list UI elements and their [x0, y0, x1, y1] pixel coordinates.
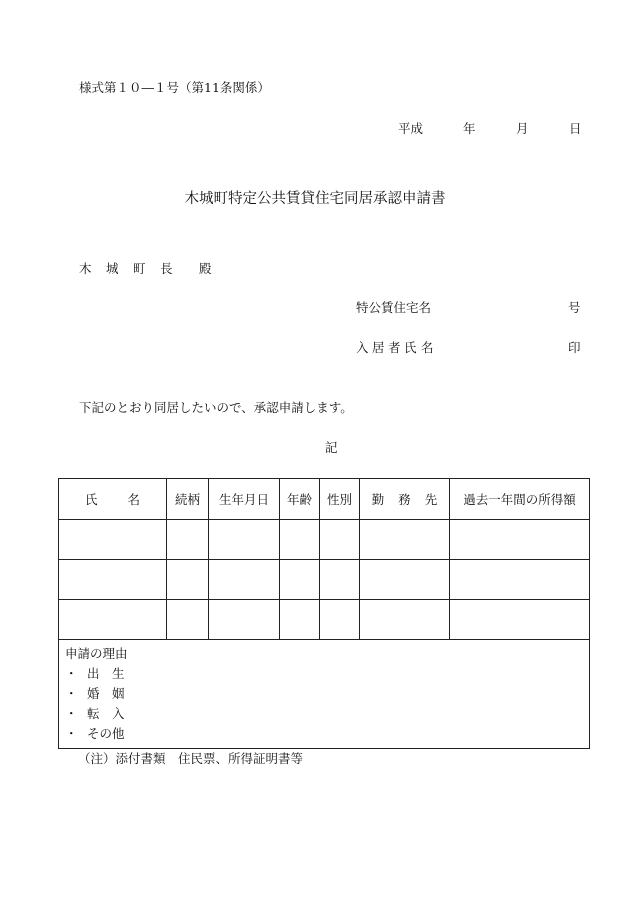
- attachment-note: （注）添付書類 住民票、所得証明書等: [78, 751, 304, 766]
- cell-income[interactable]: [450, 520, 590, 560]
- header-income: 過去一年間の所得額: [450, 479, 590, 520]
- reason-cell: [59, 640, 590, 749]
- document-title: 木城町特定公共賃貸住宅同居承認申請書: [184, 191, 446, 207]
- cell-name[interactable]: [59, 600, 167, 640]
- addressee-char-1: 木: [79, 261, 92, 276]
- housing-number-suffix: 号: [568, 300, 581, 315]
- resident-label-char-4: 氏: [404, 340, 417, 355]
- reason-item-birth: ・ 出 生: [65, 666, 125, 681]
- cell-workplace[interactable]: [360, 560, 450, 600]
- addressee-char-2: 城: [106, 261, 119, 276]
- date-era: 平成: [398, 121, 424, 136]
- cell-age[interactable]: [280, 600, 320, 640]
- cell-relation[interactable]: [167, 600, 209, 640]
- table-row: [59, 560, 590, 600]
- cell-birthdate[interactable]: [209, 600, 280, 640]
- cell-relation[interactable]: [167, 560, 209, 600]
- resident-label-char-2: 居: [372, 340, 385, 355]
- reason-item-transfer: ・ 転 入: [65, 706, 125, 721]
- reason-item-marriage: ・ 婚 姻: [65, 686, 125, 701]
- cell-age[interactable]: [280, 560, 320, 600]
- reason-title: 申請の理由: [65, 646, 128, 661]
- table-row: [59, 520, 590, 560]
- table-row: [59, 600, 590, 640]
- header-workplace: 勤 務 先: [360, 479, 450, 520]
- header-sex: 性別: [320, 479, 360, 520]
- date-year: 年: [463, 121, 476, 136]
- header-relation: 続柄: [167, 479, 209, 520]
- cell-birthdate[interactable]: [209, 520, 280, 560]
- date-day: 日: [569, 121, 582, 136]
- cell-income[interactable]: [450, 600, 590, 640]
- header-age: 年齢: [280, 479, 320, 520]
- cell-birthdate[interactable]: [209, 560, 280, 600]
- header-name: 氏 名: [59, 479, 167, 520]
- seal-mark: 印: [568, 340, 581, 355]
- cell-workplace[interactable]: [360, 520, 450, 560]
- cell-age[interactable]: [280, 520, 320, 560]
- cell-relation[interactable]: [167, 520, 209, 560]
- resident-label-char-5: 名: [421, 340, 434, 355]
- resident-label-char-3: 者: [388, 340, 401, 355]
- table-header-row: [59, 479, 590, 520]
- addressee-char-4: 長: [160, 261, 173, 276]
- addressee-honorific: 殿: [199, 261, 212, 276]
- date-month: 月: [516, 121, 529, 136]
- cell-name[interactable]: [59, 560, 167, 600]
- addressee-char-3: 町: [133, 261, 146, 276]
- cell-sex[interactable]: [320, 560, 360, 600]
- resident-label-char-1: 入: [356, 340, 369, 355]
- ki-label: 記: [325, 440, 338, 455]
- cell-name[interactable]: [59, 520, 167, 560]
- cell-income[interactable]: [450, 560, 590, 600]
- reason-item-other: ・ その他: [65, 726, 125, 741]
- cell-sex[interactable]: [320, 520, 360, 560]
- cell-workplace[interactable]: [360, 600, 450, 640]
- housing-name-label: 特公賃住宅名: [356, 300, 432, 315]
- cell-sex[interactable]: [320, 600, 360, 640]
- cohabitant-table: [58, 478, 590, 749]
- form-number: 様式第１０―１号（第11条関係）: [79, 80, 270, 95]
- reason-row: [59, 640, 590, 749]
- header-birthdate: 生年月日: [209, 479, 280, 520]
- statement: 下記のとおり同居したいので、承認申請します。: [79, 400, 353, 415]
